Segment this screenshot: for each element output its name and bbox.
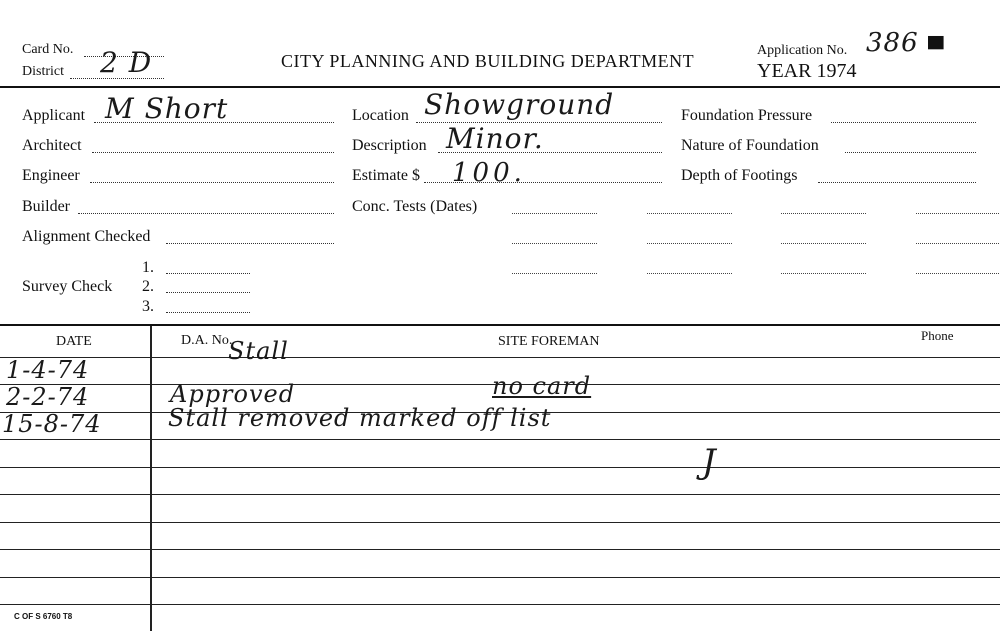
row-1-entry: Stall (228, 337, 289, 365)
estimate-value: 100. (452, 158, 526, 188)
survey-3-label: 3. (142, 298, 154, 315)
date-column-divider (150, 326, 152, 631)
architect-label: Architect (22, 137, 82, 154)
description-value: Minor. (446, 122, 544, 155)
location-label: Location (352, 107, 409, 124)
alignment-field[interactable] (166, 243, 334, 244)
estimate-label: Estimate $ (352, 167, 420, 184)
architect-field[interactable] (92, 152, 334, 153)
card-no-label: Card No. (22, 42, 74, 57)
row-1-date: 1-4-74 (6, 356, 90, 384)
foundation-pressure-field[interactable] (831, 122, 976, 123)
survey-1-field[interactable] (166, 273, 250, 274)
conc-test-date-field[interactable] (781, 273, 866, 274)
builder-field[interactable] (78, 213, 334, 214)
conc-test-date-field[interactable] (781, 213, 866, 214)
table-rule (0, 467, 1000, 468)
nature-of-foundation-field[interactable] (845, 152, 976, 153)
depth-of-footings-label: Depth of Footings (681, 167, 798, 184)
conc-test-date-field[interactable] (916, 243, 1000, 244)
da-no-header: D.A. No. (181, 333, 233, 348)
conc-test-date-field[interactable] (916, 213, 1000, 214)
engineer-label: Engineer (22, 167, 80, 184)
description-label: Description (352, 137, 427, 154)
conc-test-date-field[interactable] (916, 273, 1000, 274)
depth-of-footings-field[interactable] (818, 182, 976, 183)
district-label: District (22, 64, 64, 79)
stamp-mark: ▀ (928, 36, 944, 61)
application-no-value: 386 (866, 28, 919, 58)
nature-of-foundation-label: Nature of Foundation (681, 137, 819, 154)
row-2-date: 2-2-74 (6, 383, 90, 411)
form-code: C OF S 6760 T8 (14, 612, 73, 621)
initial-signature: J (702, 442, 717, 482)
date-header: DATE (56, 334, 92, 349)
location-value: Showground (424, 88, 615, 121)
site-foreman-header: SITE FOREMAN (498, 334, 600, 349)
conc-test-date-field[interactable] (647, 213, 732, 214)
table-rule (0, 549, 1000, 550)
row-2-note: no card (492, 372, 592, 400)
alignment-label: Alignment Checked (22, 228, 151, 245)
table-rule (0, 357, 1000, 358)
conc-tests-label: Conc. Tests (Dates) (352, 198, 478, 215)
district-value: 2 D (100, 46, 153, 79)
foundation-pressure-label: Foundation Pressure (681, 107, 813, 124)
row-3-date: 15-8-74 (2, 410, 102, 438)
table-rule (0, 522, 1000, 523)
phone-header: Phone (921, 328, 954, 343)
row-2-entry: Approved (170, 380, 296, 408)
survey-3-field[interactable] (166, 312, 250, 313)
table-rule (0, 604, 1000, 605)
conc-test-date-field[interactable] (512, 273, 597, 274)
applicant-value: M Short (105, 92, 229, 125)
survey-2-field[interactable] (166, 292, 250, 293)
conc-test-date-field[interactable] (512, 243, 597, 244)
conc-test-date-field[interactable] (647, 243, 732, 244)
application-no-label: Application No. (757, 43, 848, 58)
conc-test-date-field[interactable] (512, 213, 597, 214)
survey-check-label: Survey Check (22, 278, 113, 295)
table-rule (0, 494, 1000, 495)
builder-label: Builder (22, 198, 70, 215)
conc-test-date-field[interactable] (647, 273, 732, 274)
table-rule (0, 577, 1000, 578)
department-title: CITY PLANNING AND BUILDING DEPARTMENT (281, 51, 695, 71)
survey-1-label: 1. (142, 259, 154, 276)
table-rule (0, 439, 1000, 440)
survey-2-label: 2. (142, 278, 154, 295)
engineer-field[interactable] (90, 182, 334, 183)
conc-test-date-field[interactable] (781, 243, 866, 244)
row-3-entry: Stall removed marked off list (168, 404, 552, 432)
year-label: YEAR 1974 (757, 60, 857, 82)
applicant-label: Applicant (22, 107, 86, 124)
